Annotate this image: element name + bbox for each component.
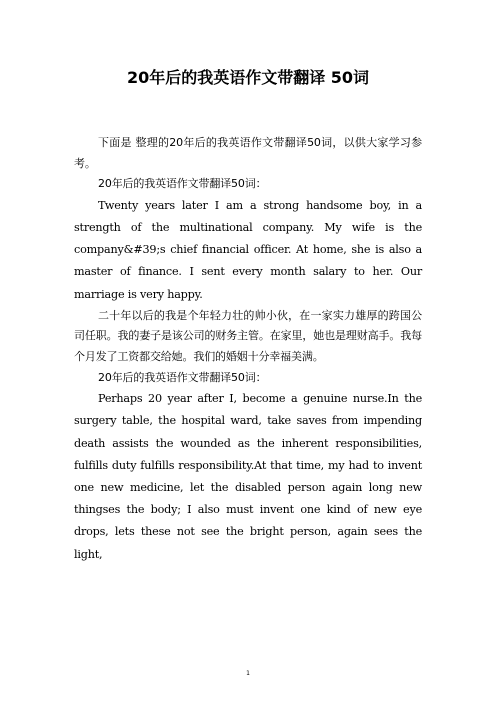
english-paragraph-1: Twenty years later I am a strong handsome boy, in a strength of the multinational company. My wife is the company&#39;s chief financial officer. At home, she is also a master of finance. I sent every month salary to her. Our marriage is very happy. [74, 198, 422, 301]
section-heading-2: 20年后的我英语作文带翻译50词： [98, 370, 267, 384]
intro-paragraph: 下面是 整理的20年后的我英语作文带翻译50词，以供大家学习参考。 [74, 136, 422, 170]
section-heading-1: 20年后的我英语作文带翻译50词： [98, 177, 267, 191]
page-number: 1 [246, 670, 250, 677]
document-title: 20年后的我英语作文带翻译 50词 [126, 68, 370, 87]
english-paragraph-2: Perhaps 20 year after I, become a genuine nurse.In the surgery table, the hospital ward, take saves from impending death assists the wounded as the inherent responsibilities, fulfills duty fulfills responsibility.At that time, my had to invent one new medicine, let the disabled person again long new thingses the body; I also must invent one kind of new eye drops, lets these not see the bright person, again sees the light, [74, 392, 422, 561]
chinese-translation-paragraph: 二十年以后的我是个年轻力壮的帅小伙，在一家实力雄厚的跨国公司任职。我的妻子是该公司的财务主管。在家里，她也是理财高手。我每个月发了工资都交给她。我们的婚姻十分幸福美满。 [74, 308, 422, 363]
document-body [74, 133, 422, 566]
